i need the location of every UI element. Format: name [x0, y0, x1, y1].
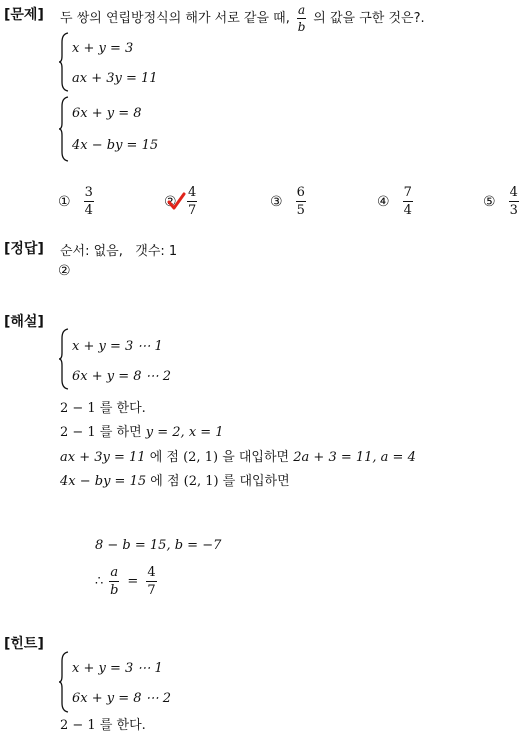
choice-3-den: 5: [296, 203, 305, 218]
choice-4[interactable]: [377, 186, 413, 217]
system2-eq2: 4x − by = 15: [72, 138, 159, 153]
choice-3-fraction: [296, 186, 306, 217]
result-frac-1: [109, 566, 119, 597]
explanation-line2-a: 2 − 1 를 하면: [60, 425, 142, 440]
therefore-symbol: ∴: [95, 574, 104, 589]
question-text-after: 의 값을 구한 것은?.: [313, 11, 425, 26]
choice-2-mark-text: ②: [164, 194, 177, 210]
result-equals: =: [127, 574, 139, 589]
problem-label: [문제]: [4, 7, 44, 23]
explanation-line4-b: 에 점: [150, 474, 180, 489]
system2-brace: [58, 96, 70, 162]
choice-4-den: 4: [403, 203, 412, 218]
choice-4-mark: ④: [377, 194, 390, 210]
system1-brace: [58, 32, 70, 92]
question-fraction: [297, 4, 306, 33]
explanation-label: [해설]: [4, 314, 44, 330]
explanation-line3-e: 2a + 3 = 11, a = 4: [293, 450, 416, 465]
choice-5[interactable]: [483, 186, 519, 217]
explanation-line4-c: (2, 1): [183, 474, 219, 489]
system2-eq1: 6x + y = 8: [72, 106, 142, 121]
choice-5-fraction: [509, 186, 519, 217]
choice-1[interactable]: [58, 186, 94, 217]
choice-3-mark: ③: [270, 194, 283, 210]
choice-3[interactable]: [270, 186, 306, 217]
answer-meta: 순서: 없음, 갯수: 1: [60, 244, 178, 259]
result-frac-2: [146, 566, 156, 597]
choice-2[interactable]: [164, 186, 197, 217]
choice-5-mark: ⑤: [483, 194, 496, 210]
choice-2-mark: [164, 194, 181, 210]
system1-eq2: ax + 3y = 11: [72, 71, 158, 86]
choice-1-mark: ①: [58, 194, 71, 210]
explanation-line3: [60, 446, 416, 465]
explanation-line4-a: 4x − by = 15: [60, 474, 147, 489]
choice-1-den: 4: [84, 203, 93, 218]
choice-2-fraction: [187, 186, 197, 217]
explanation-eq1: x + y = 3 ⋯ 1: [72, 339, 163, 354]
explanation-line3-a: ax + 3y = 11: [60, 450, 146, 465]
explanation-result: [95, 566, 157, 597]
explanation-line1: 2 − 1 를 한다.: [60, 401, 146, 416]
choice-4-num: 7: [403, 185, 412, 200]
explanation-line4-d: 를 대입하면: [222, 474, 290, 489]
explanation-line3-c: (2, 1): [183, 450, 219, 465]
explanation-line3-d: 을 대입하면: [222, 450, 290, 465]
explanation-eq2: 6x + y = 8 ⋯ 2: [72, 369, 172, 384]
system1-eq1: x + y = 3: [72, 41, 134, 56]
result-frac-1-den: b: [110, 583, 119, 598]
explanation-line3-b: 에 점: [149, 450, 179, 465]
choice-1-num: 3: [84, 185, 93, 200]
explanation-brace: [58, 328, 70, 390]
hint-label: [힌트]: [4, 636, 44, 652]
choice-3-num: 6: [296, 185, 305, 200]
hint-eq1: x + y = 3 ⋯ 1: [72, 661, 163, 676]
choice-5-den: 3: [509, 203, 518, 218]
result-frac-1-num: a: [110, 565, 119, 580]
hint-brace: [58, 651, 70, 713]
choice-4-fraction: [403, 186, 413, 217]
choice-5-num: 4: [509, 185, 518, 200]
question-frac-num: a: [298, 3, 306, 17]
question-text-before: 두 쌍의 연립방정식의 해가 서로 같을 때,: [60, 11, 290, 26]
choice-2-num: 4: [188, 185, 197, 200]
result-frac-2-num: 4: [147, 565, 156, 580]
check-icon: [166, 192, 186, 212]
answer-value: ②: [58, 263, 71, 279]
hint-line1: 2 − 1 를 한다.: [60, 718, 146, 733]
explanation-line2-b: y = 2, x = 1: [145, 425, 224, 440]
question-frac-den: b: [297, 20, 306, 34]
hint-eq2: 6x + y = 8 ⋯ 2: [72, 691, 172, 706]
answer-label: [정답]: [4, 241, 44, 257]
explanation-line2: [60, 421, 224, 440]
explanation-line5: 8 − b = 15, b = −7: [95, 538, 222, 553]
explanation-line4: [60, 470, 290, 489]
choice-2-den: 7: [188, 203, 197, 218]
result-frac-2-den: 7: [147, 583, 156, 598]
choice-1-fraction: [84, 186, 94, 217]
question-text: [60, 4, 425, 33]
